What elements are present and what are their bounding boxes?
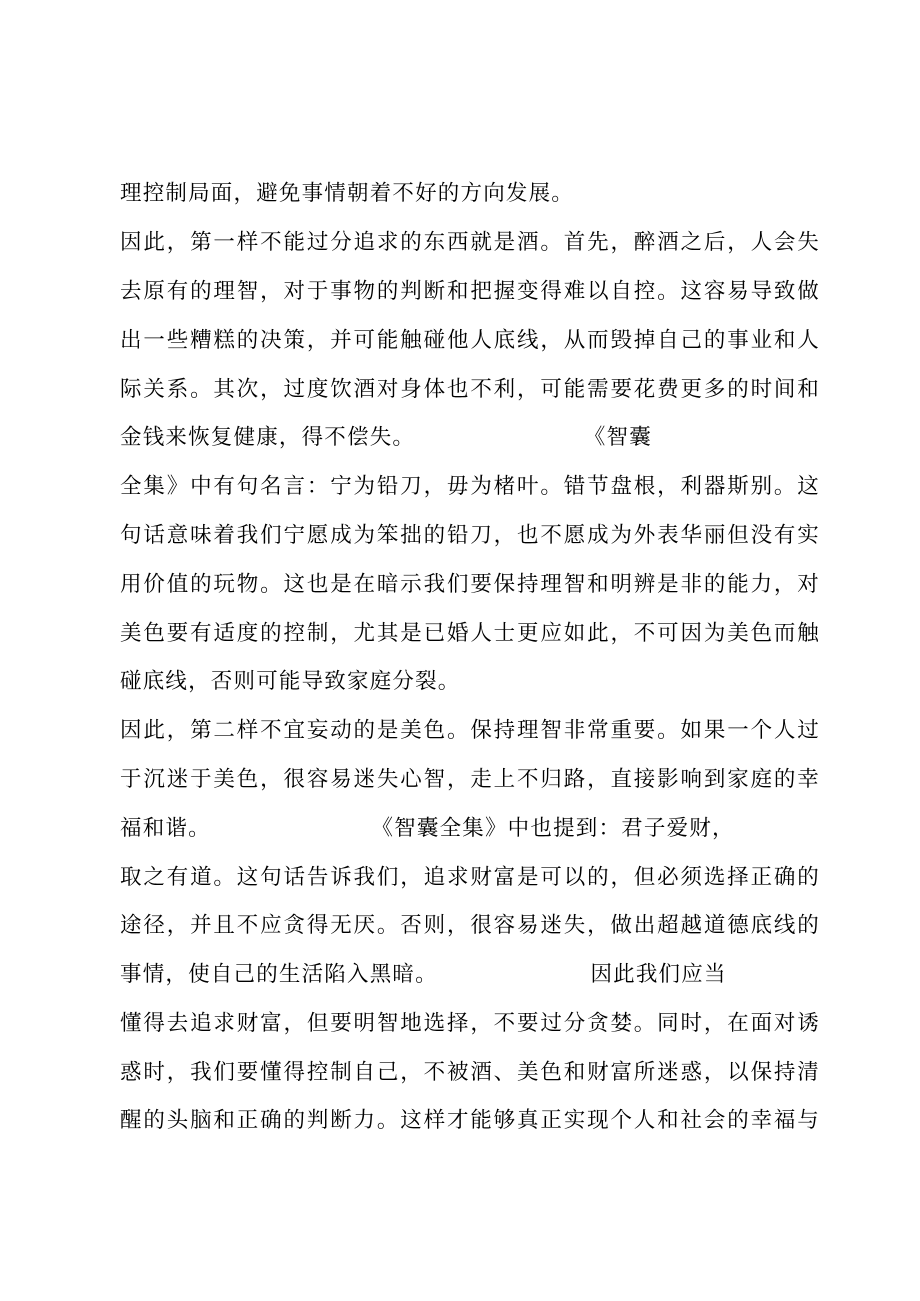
text-line-10: 美色要有适度的控制，尤其是已婚人士更应如此，不可因为美色而触 xyxy=(120,621,820,646)
text-line-3: 去原有的理智，对于事物的判断和把握变得难以自控。这容易导致做 xyxy=(120,279,820,304)
text-line-4: 出一些糟糕的决策，并可能触碰他人底线，从而毁掉自己的事业和人 xyxy=(120,328,820,353)
text-line-20: 醒的头脑和正确的判断力。这样才能够真正实现个人和社会的幸福与 xyxy=(120,1108,820,1133)
text-line-7: 全集》中有句名言：宁为铅刀，毋为楮叶。错节盘根，利器斯别。这 xyxy=(120,474,820,499)
text-line-14: 福和谐。 《智囊全集》中也提到：君子爱财， xyxy=(120,816,735,841)
text-line-18: 懂得去追求财富，但要明智地选择，不要过分贪婪。同时，在面对诱 xyxy=(120,1011,820,1036)
text-line-1: 理控制局面，避免事情朝着不好的方向发展。 xyxy=(120,181,575,206)
text-line-17: 事情，使自己的生活陷入黑暗。 因此我们应当 xyxy=(120,962,727,987)
text-line-11: 碰底线，否则可能导致家庭分裂。 xyxy=(120,669,461,694)
text-line-8: 句话意味着我们宁愿成为笨拙的铅刀，也不愿成为外表华丽但没有实 xyxy=(120,523,820,548)
text-line-5: 际关系。其次，过度饮酒对身体也不利，可能需要花费更多的时间和 xyxy=(120,377,820,402)
text-line-13: 于沉迷于美色，很容易迷失心智，走上不归路，直接影响到家庭的幸 xyxy=(120,767,820,792)
text-line-6: 金钱来恢复健康，得不偿失。 《智囊 xyxy=(120,425,652,450)
text-line-19: 惑时，我们要懂得控制自己，不被酒、美色和财富所迷惑，以保持清 xyxy=(120,1060,820,1085)
text-line-12: 因此，第二样不宜妄动的是美色。保持理智非常重要。如果一个人过 xyxy=(120,718,820,743)
text-line-16: 途径，并且不应贪得无厌。否则，很容易迷失，做出超越道德底线的 xyxy=(120,913,820,938)
text-line-2: 因此，第一样不能过分追求的东西就是酒。首先，醉酒之后，人会失 xyxy=(120,230,820,255)
text-line-9: 用价值的玩物。这也是在暗示我们要保持理智和明辨是非的能力，对 xyxy=(120,572,820,597)
text-line-15: 取之有道。这句话告诉我们，追求财富是可以的，但必须选择正确的 xyxy=(120,865,820,890)
